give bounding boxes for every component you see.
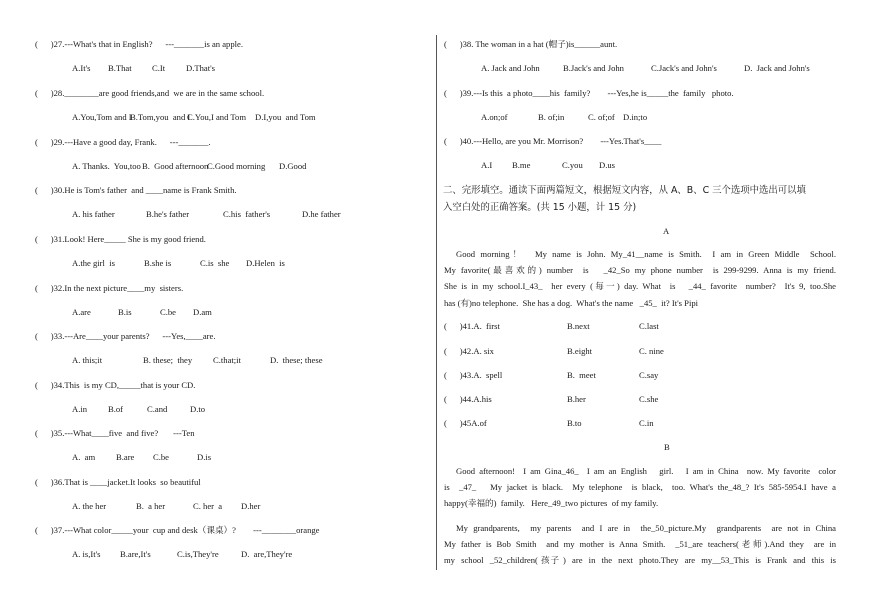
- passage-line: My favorite(最喜欢的) number is _42_So my phone number is 299-9299. Anna is my friend.: [444, 265, 836, 276]
- option: A. is,It's: [72, 549, 101, 559]
- option: B.eight: [567, 346, 593, 356]
- option: D. these; these: [270, 355, 323, 365]
- question-stem: ( )38. The woman in a hat (帽子)is______aunt.: [444, 39, 618, 49]
- passage-line: My grandparents, my parents and I are in the_50_picture.My grandparents are not in China: [456, 522, 836, 533]
- option: A.It's: [72, 63, 91, 73]
- option: A. am: [72, 452, 96, 462]
- option: A. his father: [72, 209, 115, 219]
- question-stem: ( )29.---Have a good day, Frank. ---_______.: [35, 137, 211, 147]
- question-stem: ( )27.---What's that in English? ---_______is an apple.: [35, 39, 243, 49]
- question-stem: ( )30.He is Tom's father and ____name is Frank Smith.: [35, 185, 237, 195]
- option: B.That: [108, 63, 132, 73]
- passage-line: Good afternoon! I am Gina_46_ I am an English girl. I am in China now. My favorite color: [456, 466, 836, 476]
- option: A.are: [72, 307, 91, 317]
- passage-b: [444, 463, 836, 568]
- option: C.and: [147, 404, 168, 414]
- option: A.You,Tom and I: [72, 112, 132, 122]
- option: C.It: [152, 63, 166, 73]
- section-heading-line1: 二、完形填空。通读下面两篇短文，根据短文内容，从 A、B、C 三个选项中选出可以填: [443, 185, 806, 196]
- option: B.are,It's: [120, 549, 151, 559]
- option: B. Good afternoon: [142, 161, 209, 171]
- option: B.me: [512, 160, 531, 170]
- passage-line: She is in my school.I_43_ her every (每一) day. What is _44_ favorite number? It's 9, too.She: [444, 281, 836, 292]
- option: C. of;of: [588, 112, 615, 122]
- passage-line: Good morning！ My name is John. My_41__name is Smith. I am in Green Middle School.: [456, 249, 836, 259]
- option: B.her: [567, 394, 586, 404]
- option: C.Good morning: [207, 161, 266, 171]
- option: A.the girl is: [72, 258, 115, 268]
- passage-b-label: B: [664, 442, 670, 452]
- option: D. Jack and John's: [744, 63, 810, 73]
- option: A.I: [481, 160, 493, 170]
- option: D.Good: [279, 161, 307, 171]
- option: C.be: [160, 307, 176, 317]
- option: D.am: [193, 307, 212, 317]
- question-stem: ( )28.________are good friends,and we are in the same school.: [35, 88, 265, 98]
- option: A.in: [72, 404, 88, 414]
- option: D.to: [190, 404, 206, 414]
- passage-line: my school _52_children( 孩子 ) are in the next photo.They are my__53_This is Frank and this is: [444, 555, 836, 566]
- question-stem: ( )36.That is ____jacket.It looks so beautiful: [35, 477, 201, 487]
- option: C. nine: [639, 346, 664, 356]
- option: D.Helen is: [246, 258, 285, 268]
- passage-line: happy(幸福的) family. Here_49_two pictures of my family.: [444, 498, 659, 509]
- question-stem: ( )33.---Are____your parents? ---Yes,____are.: [35, 331, 216, 341]
- passage-line: My father is Bob Smith and my mother is Anna Smith. _51_are teachers(老师).And they are in: [444, 538, 836, 549]
- option: A. the her: [72, 501, 107, 511]
- option: A. Jack and John: [481, 63, 540, 73]
- column-divider: [436, 35, 437, 570]
- option: B.next: [567, 321, 590, 331]
- option: D.That's: [186, 63, 215, 73]
- option: C.be: [153, 452, 169, 462]
- option: B.Tom,you and I: [130, 112, 191, 122]
- section-heading-line2: 入空白处的正确答案。(共 15 小题，计 15 分): [443, 202, 637, 213]
- passage-a: [444, 246, 836, 311]
- option: C.last: [639, 321, 659, 331]
- passage-a-label: A: [663, 226, 670, 236]
- option-number: ( )45A.of: [444, 418, 487, 428]
- option: D.her: [241, 501, 261, 511]
- option: C.You,I and Tom: [187, 112, 247, 122]
- option: B.are: [116, 452, 135, 462]
- question-stem: ( )32.In the next picture____my sisters.: [35, 283, 184, 293]
- option: B. a her: [136, 501, 166, 511]
- option: D.I,you and Tom: [255, 112, 316, 122]
- passage-line: has (有)no telephone. She has a dog. What's the name _45_ it? It's Pipi: [444, 297, 699, 308]
- option: D.he father: [302, 209, 341, 219]
- option: C.is,They're: [177, 549, 219, 559]
- option-number: ( )43.A. spell: [444, 370, 503, 380]
- option: C.she: [639, 394, 659, 404]
- option-number: ( )44.A.his: [444, 394, 492, 404]
- option: C.you: [562, 160, 583, 170]
- option: A.on;of: [481, 112, 508, 122]
- question-stem: ( )40.---Hello, are you Mr. Morrison? ---Yes.That's____: [444, 136, 662, 146]
- option: A. this;it: [72, 355, 103, 365]
- option: B.Jack's and John: [563, 63, 624, 73]
- option: B. meet: [567, 370, 596, 380]
- option: C. her a: [193, 501, 223, 511]
- option: C.say: [639, 370, 659, 380]
- option-number: ( )42.A. six: [444, 346, 494, 356]
- question-stem: ( )31.Look! Here_____ She is my good friend.: [35, 234, 206, 244]
- question-stem: ( )39.---Is this a photo____his family? ---Yes,he is_____the family photo.: [444, 88, 734, 98]
- option: C.that;it: [213, 355, 241, 365]
- option: C.is she: [200, 258, 230, 268]
- option: A. Thanks. You,too: [72, 161, 141, 171]
- option: B.he's father: [146, 209, 190, 219]
- option: B. these; they: [143, 355, 193, 365]
- option: C.Jack's and John's: [651, 63, 717, 73]
- option: B. of;in: [538, 112, 565, 122]
- option: D. are,They're: [241, 549, 293, 559]
- option: C.in: [639, 418, 654, 428]
- option: B.to: [567, 418, 582, 428]
- option: D.is: [197, 452, 212, 462]
- option: D.us: [599, 160, 615, 170]
- question-stem: ( )34.This is my CD,_____that is your CD.: [35, 380, 196, 390]
- passage-line: is _47_ My jacket is black. My telephone is black, too. What's the_48_? It's 585-5954.I have a: [444, 482, 836, 493]
- question-stem: ( )35.---What____five and five? ---Ten: [35, 428, 195, 438]
- question-stem: ( )37.---What color_____your cup and desk（课桌）? ---________orange: [35, 525, 320, 535]
- option: C.his father's: [223, 209, 271, 219]
- option: B.she is: [144, 258, 172, 268]
- option-number: ( )41.A. first: [444, 321, 500, 331]
- option: B.is: [118, 307, 132, 317]
- option: B.of: [108, 404, 124, 414]
- option: D.in;to: [623, 112, 648, 122]
